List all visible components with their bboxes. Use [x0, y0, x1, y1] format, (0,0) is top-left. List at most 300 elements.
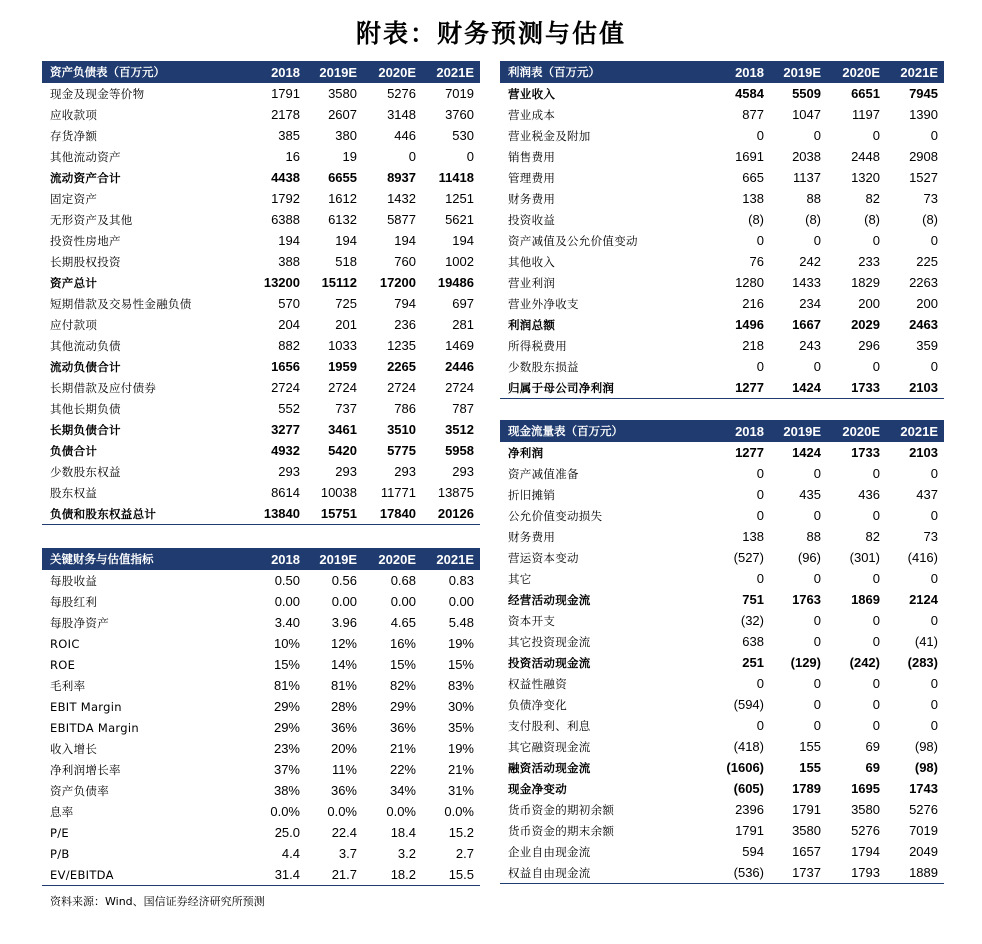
table-row [500, 568, 944, 589]
row-value: 234 [799, 296, 821, 311]
row-value: 76 [749, 254, 764, 269]
table-row [42, 419, 480, 440]
row-label: 每股红利 [50, 594, 98, 609]
row-label: P/E [50, 825, 69, 840]
table-row [42, 83, 480, 104]
row-value: 15% [389, 657, 416, 672]
row-value: 5958 [445, 443, 474, 458]
row-value: 19% [447, 636, 474, 651]
table-row [42, 146, 480, 167]
row-value: 1047 [792, 107, 821, 122]
row-value: 1277 [735, 445, 764, 460]
row-value: 15% [273, 657, 300, 672]
row-value: 18.4 [390, 825, 416, 840]
table-row [42, 759, 480, 780]
row-label: 负债合计 [50, 443, 98, 458]
table-row [500, 377, 944, 398]
row-value: 0 [813, 718, 821, 733]
row-value: 15112 [321, 275, 357, 290]
table-row [42, 654, 480, 675]
row-label: 投资收益 [508, 212, 556, 227]
row-value: 7019 [445, 86, 474, 101]
row-value: 446 [394, 128, 416, 143]
row-value: 155 [799, 760, 821, 775]
row-value: 31.4 [274, 867, 300, 882]
row-label: 净利润增长率 [50, 762, 121, 777]
row-value: (32) [740, 613, 764, 628]
row-value: 36% [389, 720, 416, 735]
row-value: 3148 [387, 107, 416, 122]
row-value: 1959 [328, 359, 357, 374]
row-value: 11418 [438, 170, 474, 185]
row-value: 2724 [387, 380, 416, 395]
row-value: 1320 [851, 170, 880, 185]
table-title: 现金流量表（百万元） [508, 424, 623, 438]
row-value: 0 [930, 571, 938, 586]
row-value: 5.48 [448, 615, 474, 630]
row-value: 2103 [909, 380, 938, 395]
row-value: 0.68 [390, 573, 416, 588]
year-header: 2020E [842, 423, 880, 439]
row-value: (594) [733, 697, 764, 712]
table-bottom-rule [500, 398, 944, 399]
table-row [42, 167, 480, 188]
row-label: 资产负债率 [50, 783, 109, 798]
row-value: 296 [858, 338, 880, 353]
row-value: 36% [330, 783, 357, 798]
row-value: 243 [799, 338, 821, 353]
row-value: 233 [858, 254, 880, 269]
row-value: 5276 [909, 802, 938, 817]
row-value: 1733 [851, 380, 880, 395]
table-row [500, 673, 944, 694]
row-value: 10% [273, 636, 300, 651]
row-value: 0.00 [390, 594, 416, 609]
row-value: 5509 [792, 86, 821, 101]
row-value: 3512 [445, 422, 474, 437]
row-value: (605) [733, 781, 764, 796]
row-value: 88 [806, 191, 821, 206]
table-row [500, 442, 944, 463]
table-row [500, 230, 944, 251]
table-row [42, 570, 480, 591]
row-value: 1656 [271, 359, 300, 374]
row-value: 0 [756, 571, 764, 586]
row-value: (8) [922, 212, 938, 227]
row-value: 0 [813, 466, 821, 481]
row-label: 现金净变动 [508, 781, 567, 796]
row-label: ROIC [50, 636, 80, 651]
row-label: 少数股东权益 [50, 464, 121, 479]
table-row [42, 864, 480, 885]
row-value: 0 [466, 149, 474, 164]
row-value: (96) [797, 550, 821, 565]
row-label: 所得税费用 [508, 338, 567, 353]
row-value: 3580 [328, 86, 357, 101]
table-row [42, 335, 480, 356]
year-header: 2020E [378, 64, 416, 80]
table-row [500, 841, 944, 862]
row-value: 37% [273, 762, 300, 777]
row-value: 22.4 [331, 825, 357, 840]
row-value: 11% [331, 762, 357, 777]
table-row [42, 209, 480, 230]
row-label: 负债和股东权益总计 [50, 506, 157, 521]
year-header: 2019E [319, 551, 357, 567]
row-value: 21% [389, 741, 416, 756]
table-bottom-rule [42, 524, 480, 525]
balance-sheet-table [42, 61, 480, 525]
table-row [42, 398, 480, 419]
row-value: 530 [452, 128, 474, 143]
row-value: 359 [916, 338, 938, 353]
row-label: 营运资本变动 [508, 550, 579, 565]
row-label: 公允价值变动损失 [508, 508, 603, 523]
page-title: 附表：财务预测与估值 [355, 19, 626, 48]
row-value: 13200 [263, 275, 300, 290]
table-bottom-rule [500, 883, 944, 884]
row-value: 35% [447, 720, 474, 735]
row-value: 0 [813, 676, 821, 691]
source-footnote: 资料来源：Wind、国信证券经济研究所预测 [50, 895, 265, 908]
row-value: 436 [858, 487, 880, 502]
table-row [42, 780, 480, 801]
table-header [42, 548, 480, 570]
row-label: 资产总计 [50, 275, 98, 290]
row-value: 22% [389, 762, 416, 777]
row-value: 5775 [387, 443, 416, 458]
row-value: 570 [278, 296, 300, 311]
row-label: 货币资金的期初余额 [508, 802, 615, 817]
table-row [42, 461, 480, 482]
row-label: 其他流动资产 [50, 149, 121, 164]
year-header: 2020E [842, 64, 880, 80]
row-label: 利润总额 [508, 317, 556, 332]
table-row [42, 843, 480, 864]
row-value: 2908 [909, 149, 938, 164]
row-label: 息率 [50, 804, 74, 819]
row-value: 0 [930, 128, 938, 143]
row-value: 5877 [387, 212, 416, 227]
row-value: 2448 [851, 149, 880, 164]
table-row [500, 272, 944, 293]
table-row [500, 356, 944, 377]
table-row [42, 251, 480, 272]
row-value: 0.0% [327, 804, 357, 819]
table-row [42, 503, 480, 524]
row-value: 0 [813, 571, 821, 586]
row-value: 1432 [387, 191, 416, 206]
row-value: 1137 [793, 170, 821, 185]
row-value: 0 [872, 718, 880, 733]
row-value: 0 [813, 613, 821, 628]
row-value: (242) [849, 655, 880, 670]
row-value: 30% [447, 699, 474, 714]
row-label: EV/EBITDA [50, 867, 114, 882]
year-header: 2019E [319, 64, 357, 80]
row-label: 每股净资产 [50, 615, 109, 630]
row-label: 负债净变化 [508, 697, 567, 712]
row-label: 财务费用 [508, 191, 556, 206]
row-value: 28% [330, 699, 357, 714]
row-value: 29% [273, 699, 300, 714]
row-value: 3510 [387, 422, 416, 437]
table-header [500, 61, 944, 83]
row-value: 751 [742, 592, 764, 607]
table-row [500, 167, 944, 188]
row-label: 股东权益 [50, 485, 98, 500]
row-value: 2724 [271, 380, 300, 395]
table-header [42, 61, 480, 83]
row-value: 8937 [387, 170, 416, 185]
table-row [42, 230, 480, 251]
row-value: 6388 [271, 212, 300, 227]
table-title: 资产负债表（百万元） [50, 65, 165, 79]
row-label: EBITDA Margin [50, 720, 139, 735]
row-value: 6132 [328, 212, 357, 227]
row-value: 10038 [320, 485, 357, 500]
row-label: 流动资产合计 [50, 170, 121, 185]
row-label: 企业自由现金流 [508, 844, 591, 859]
row-value: 0 [872, 128, 880, 143]
row-value: 518 [335, 254, 357, 269]
row-value: (527) [733, 550, 764, 565]
row-label: 营业成本 [508, 107, 556, 122]
row-value: 6651 [851, 86, 880, 101]
row-value: 293 [452, 464, 474, 479]
row-value: 5276 [387, 86, 416, 101]
row-value: 786 [394, 401, 416, 416]
row-value: 11771 [380, 485, 416, 500]
year-header: 2021E [436, 64, 474, 80]
row-label: 无形资产及其他 [50, 212, 133, 227]
row-value: 0.56 [331, 573, 357, 588]
row-value: 194 [278, 233, 300, 248]
row-value: 138 [742, 529, 764, 544]
row-value: 697 [452, 296, 474, 311]
table-bottom-rule [42, 885, 480, 886]
row-label: 权益性融资 [508, 676, 567, 691]
row-value: 1251 [445, 191, 474, 206]
row-value: 7945 [909, 86, 938, 101]
table-row [500, 104, 944, 125]
row-value: 12% [330, 636, 357, 651]
row-value: 0 [756, 676, 764, 691]
row-value: 1869 [851, 592, 880, 607]
row-value: 0 [872, 233, 880, 248]
row-value: 17200 [379, 275, 416, 290]
row-value: 1277 [735, 380, 764, 395]
year-header: 2018 [271, 64, 300, 80]
row-value: 594 [742, 844, 764, 859]
table-row [500, 83, 944, 104]
row-value: 0.00 [274, 594, 300, 609]
year-header: 2021E [436, 551, 474, 567]
row-value: 0.0% [444, 804, 474, 819]
row-value: 385 [278, 128, 300, 143]
row-value: 20% [330, 741, 357, 756]
row-value: 0 [756, 359, 764, 374]
row-label: 其他收入 [508, 254, 556, 269]
row-value: 34% [389, 783, 416, 798]
row-label: 其他长期负债 [50, 401, 121, 416]
row-value: 882 [278, 338, 300, 353]
row-value: (8) [864, 212, 880, 227]
row-value: 19% [447, 741, 474, 756]
row-value: 0.50 [274, 573, 300, 588]
row-value: 293 [335, 464, 357, 479]
row-label: 其它投资现金流 [508, 634, 591, 649]
row-value: 1002 [445, 254, 474, 269]
year-header: 2019E [783, 64, 821, 80]
row-value: 83% [447, 678, 474, 693]
row-value: 20126 [437, 506, 474, 521]
row-value: 552 [278, 401, 300, 416]
row-value: 38% [273, 783, 300, 798]
table-row [500, 463, 944, 484]
row-value: 0 [930, 466, 938, 481]
row-value: 1889 [909, 865, 938, 880]
row-value: 201 [335, 317, 357, 332]
row-value: 1733 [851, 445, 880, 460]
row-value: (8) [805, 212, 821, 227]
table-row [42, 738, 480, 759]
table-row [500, 778, 944, 799]
key-ratios-table [42, 548, 480, 886]
row-value: 2724 [445, 380, 474, 395]
row-value: 69 [865, 760, 880, 775]
row-value: 1390 [909, 107, 938, 122]
row-value: 5420 [328, 443, 357, 458]
row-value: (283) [907, 655, 938, 670]
row-value: 2029 [851, 317, 880, 332]
row-value: (536) [733, 865, 764, 880]
row-label: 长期负债合计 [50, 422, 121, 437]
row-value: 794 [394, 296, 416, 311]
row-value: 23% [273, 741, 300, 756]
table-row [42, 696, 480, 717]
table-row [500, 736, 944, 757]
row-value: 1791 [271, 86, 300, 101]
table-row [500, 547, 944, 568]
row-value: 2396 [735, 802, 764, 817]
table-row [500, 146, 944, 167]
table-row [42, 293, 480, 314]
row-value: 0 [756, 487, 764, 502]
row-value: 204 [278, 317, 300, 332]
row-value: 4.4 [281, 846, 300, 861]
table-header [500, 420, 944, 442]
table-row [500, 125, 944, 146]
row-label: 净利润 [508, 445, 544, 460]
row-value: 225 [916, 254, 938, 269]
table-title: 关键财务与估值指标 [50, 552, 154, 566]
row-value: 3.2 [397, 846, 416, 861]
row-value: 18.2 [390, 867, 416, 882]
row-value: 3461 [328, 422, 357, 437]
row-label: EBIT Margin [50, 699, 122, 714]
row-label: 管理费用 [508, 170, 556, 185]
row-value: 0 [930, 613, 938, 628]
row-value: 787 [452, 401, 474, 416]
row-value: 2724 [328, 380, 357, 395]
row-value: (418) [733, 739, 764, 754]
table-row [42, 104, 480, 125]
row-value: 7019 [909, 823, 938, 838]
table-row [42, 482, 480, 503]
table-row [42, 314, 480, 335]
row-value: 194 [452, 233, 474, 248]
row-value: 1791 [792, 802, 821, 817]
row-label: 资本开支 [508, 613, 556, 628]
row-value: 1691 [735, 149, 764, 164]
row-value: 0 [813, 634, 821, 649]
row-value: 13875 [437, 485, 474, 500]
row-value: 2463 [909, 317, 938, 332]
row-value: 1667 [792, 317, 821, 332]
row-value: 0 [813, 508, 821, 523]
row-label: 流动负债合计 [50, 359, 121, 374]
row-value: 2049 [909, 844, 938, 859]
row-value: 0 [872, 697, 880, 712]
row-value: 0 [872, 676, 880, 691]
cash-flow-table [500, 420, 944, 884]
row-value: 138 [742, 191, 764, 206]
table-row [42, 125, 480, 146]
table-title: 利润表（百万元） [508, 65, 600, 79]
row-value: 2103 [909, 445, 938, 460]
row-value: 73 [923, 191, 938, 206]
row-value: (1606) [726, 760, 764, 775]
row-value: 0.0% [386, 804, 416, 819]
row-value: 1829 [851, 275, 880, 290]
row-value: (98) [914, 760, 938, 775]
row-value: 82% [389, 678, 416, 693]
row-value: 8614 [271, 485, 300, 500]
row-value: 1033 [328, 338, 357, 353]
row-value: 6655 [328, 170, 357, 185]
row-value: 0.0% [270, 804, 300, 819]
row-value: 200 [916, 296, 938, 311]
table-row [500, 799, 944, 820]
row-value: 25.0 [274, 825, 300, 840]
table-row [42, 717, 480, 738]
row-value: 1424 [792, 380, 821, 395]
row-value: 0 [930, 233, 938, 248]
row-value: 1743 [909, 781, 938, 796]
row-label: 归属于母公司净利润 [508, 380, 615, 395]
row-label: 销售费用 [508, 149, 556, 164]
row-value: 13840 [263, 506, 300, 521]
row-label: 资产减值准备 [508, 466, 579, 481]
row-value: 760 [394, 254, 416, 269]
row-value: 1197 [852, 107, 880, 122]
row-label: 营业收入 [508, 86, 556, 101]
row-value: 437 [916, 487, 938, 502]
row-value: 1789 [792, 781, 821, 796]
row-value: 1695 [851, 781, 880, 796]
table-row [500, 293, 944, 314]
row-value: 4.65 [390, 615, 416, 630]
row-value: 3277 [271, 422, 300, 437]
row-label: 投资活动现金流 [508, 655, 591, 670]
year-header: 2018 [271, 551, 300, 567]
row-label: 资产减值及公允价值变动 [508, 233, 638, 248]
row-value: 1433 [792, 275, 821, 290]
row-value: 82 [865, 529, 880, 544]
row-value: 0 [756, 718, 764, 733]
row-value: 15751 [320, 506, 357, 521]
